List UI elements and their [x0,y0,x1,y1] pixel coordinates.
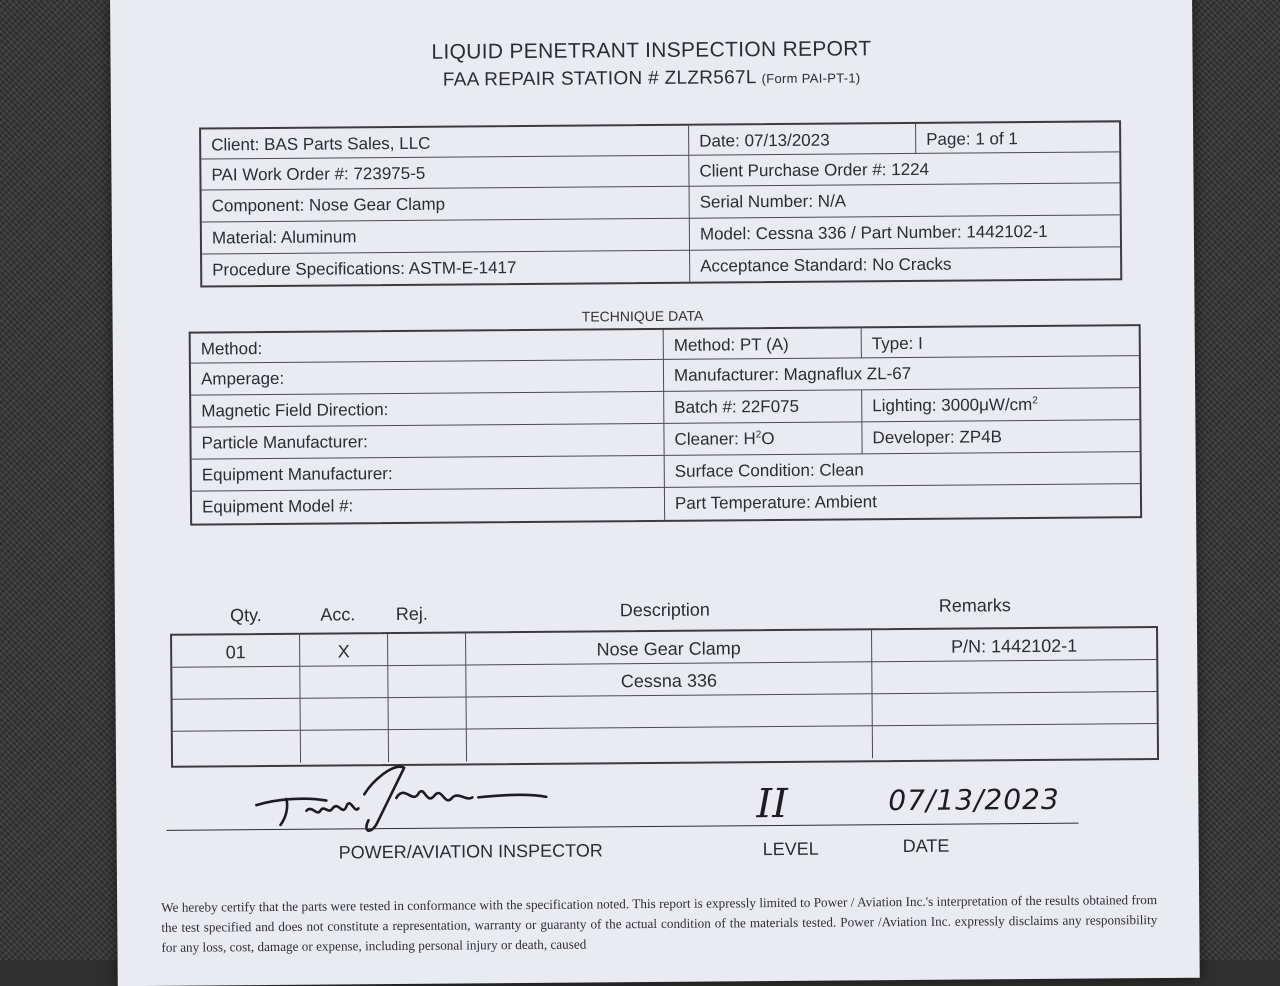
report-subtitle [111,64,1193,94]
component-cell: Component: Nose Gear Clamp [202,187,690,223]
remarks-header: Remarks [938,595,1011,616]
particle-manufacturer-cell: Particle Manufacturer: [191,424,664,460]
level-label: LEVEL [762,838,819,860]
work-order-cell: PAI Work Order #: 723975-5 [201,156,689,191]
purchase-order-cell: Client Purchase Order #: 1224 [689,152,1119,186]
qty-header: Qty. [229,605,262,626]
developer-cell: Developer: ZP4B [862,420,1139,454]
surface-condition-cell: Surface Condition: Clean [665,452,1140,488]
equipment-manufacturer-cell: Equipment Manufacturer: [192,456,665,492]
material-cell: Material: Aluminum [202,219,690,255]
rej-cell [388,633,466,666]
info-table [199,120,1122,287]
inspection-report-sheet [110,0,1200,986]
lighting-cell [862,388,1139,422]
inspector-label: POWER/AVIATION INSPECTOR [338,840,603,863]
rej-header: Rej. [395,603,428,625]
amperage-cell: Amperage: [191,360,664,396]
type-cell: Type: I [862,326,1139,358]
qty-cell: 01 [172,635,300,668]
acc-cell: X [300,634,388,667]
parts-table [170,626,1159,768]
cleaner-superscript: 2 [755,429,762,441]
remarks-cell [872,660,1156,694]
description-cell: Nose Gear Clamp [466,630,872,665]
qty-cell [173,699,301,732]
description-header: Description [619,599,710,621]
rej-cell [389,697,467,730]
description-cell: Cessna 336 [466,662,872,697]
procedure-cell: Procedure Specifications: ASTM-E-1417 [202,251,690,286]
qty-cell [172,667,300,700]
acceptance-cell: Acceptance Standard: No Cracks [700,254,952,276]
batch-cell: Batch #: 22F075 [664,390,862,424]
method-label-cell: Method: [191,330,664,364]
lighting-value: Lighting: 3000μW/cm [872,395,1033,416]
equipment-model-cell: Equipment Model #: [192,488,665,524]
date-value: 07/13/2023 [888,782,1060,818]
acc-cell [300,666,388,699]
serial-number-cell: Serial Number: N/A [690,183,1120,218]
client-cell: Client: BAS Parts Sales, LLC [201,126,689,160]
form-number: (Form PAI-PT-1) [761,70,861,87]
lighting-exponent: 2 [1032,395,1038,407]
technique-data-label: TECHNIQUE DATA [581,307,704,325]
description-cell [467,694,873,729]
inspector-signature [246,753,587,846]
parts-rows [172,628,1156,692]
cleaner-cell [664,422,862,456]
report-title: LIQUID PENETRANT INSPECTION REPORT [431,37,872,64]
date-label: DATE [902,835,950,857]
method-cell: Method: PT (A) [664,328,862,360]
level-value: II [756,780,789,828]
repair-station-number: FAA REPAIR STATION # ZLZR567L [442,67,757,91]
remarks-cell [873,724,1157,758]
acc-cell [301,698,389,731]
manufacturer-cell: Manufacturer: Magnaflux ZL-67 [664,356,1139,392]
date-cell: Date: 07/13/2023 [689,124,916,156]
model-part-cell: Model: Cessna 336 / Part Number: 1442102-1 [690,215,1120,250]
part-temperature-cell: Part Temperature: Ambient [674,492,877,513]
field-direction-cell: Magnetic Field Direction: [191,392,664,428]
technique-table [189,324,1142,525]
remarks-cell: P/N: 1442102-1 [872,628,1156,662]
remarks-cell [873,692,1157,726]
cleaner-value: Cleaner: H [674,429,756,449]
cleaner-tail: O [761,429,775,449]
rej-cell [388,665,466,698]
certification-statement: We hereby certify that the parts were tested in conformance with the specification noted. This report is expressly limited to Power / Aviation Inc.'s interpretation of the results obtained from the test specified and does not constitute a representation, warranty or guaranty of the actual condition of the materials tested. Power /Aviation Inc. expressly disclaims any responsibility for any loss, cost, damage or expense, including personal injury or death, caused [161,892,1158,955]
page-cell: Page: 1 of 1 [916,122,1119,154]
acc-header: Acc. [320,604,356,625]
